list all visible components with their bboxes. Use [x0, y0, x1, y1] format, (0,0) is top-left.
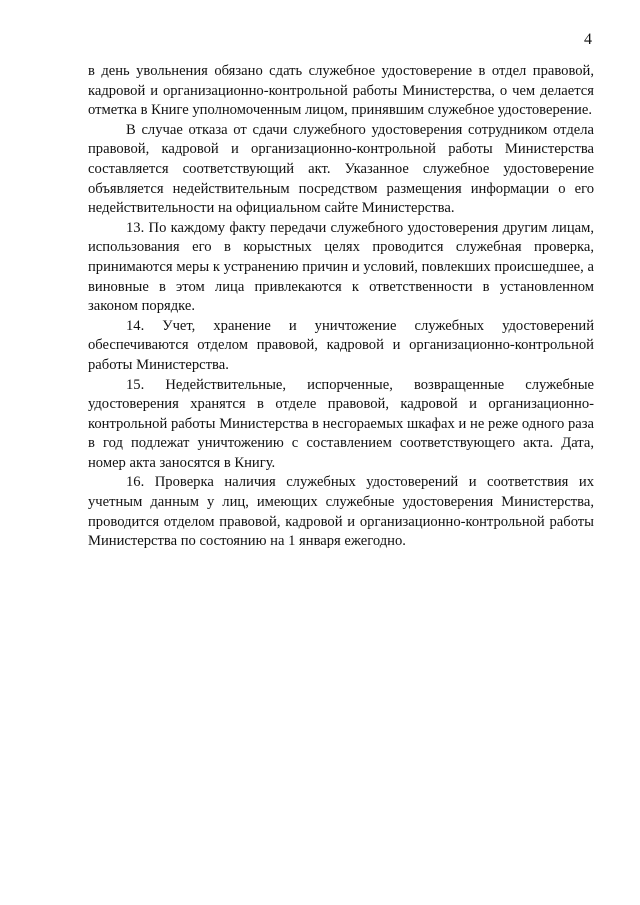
paragraph-item-15: 15. Недействительные, испорченные, возвращенные служебные удостоверения хранятся в отделе правовой, кадровой и организационно-контрольной работы Министерства в несгораемых шкафах и не реже одного раза в год подлежат уничтожению с составлением соответствующего акта. Дата, номер акта заносятся в Книгу.	[88, 376, 594, 471]
paragraph-continuation: в день увольнения обязано сдать служебное удостоверение в отдел правовой, кадровой и организационно-контрольной работы Министерства, о чем делается отметка в Книге уполномоченным лицом, принявшим служебное удостоверение.	[88, 63, 594, 119]
paragraph-item-16: 16. Проверка наличия служебных удостоверений и соответствия их учетным данным у лиц, имеющих служебные удостоверения Министерства, проводится отделом правовой, кадровой и организационно-контрольной работы Министерства по состоянию на 1 января ежегодно.	[88, 474, 594, 550]
paragraph-refusal-act: В случае отказа от сдачи служебного удостоверения сотрудником отдела правовой, кадровой и организационно-контрольной работы Министерства составляется соответствующий акт. Указанное служебное удостоверение объявляется недействительным посредством размещения информации о его недействительности на официальном сайте Министерства.	[88, 121, 594, 217]
document-body	[88, 62, 594, 552]
paragraph-item-13: 13. По каждому факту передачи служебного удостоверения другим лицам, использования его в корыстных целях проводится служебная проверка, принимаются меры к устранению причин и условий, повлекших происшедшее, а виновные в этом лица привлекаются к ответственности в установленном законом порядке.	[88, 219, 594, 315]
paragraph-item-14: 14. Учет, хранение и уничтожение служебных удостоверений обеспечиваются отделом правовой, кадровой и организационно-контрольной работы Министерства.	[88, 317, 594, 373]
page-number: 4	[584, 31, 592, 48]
